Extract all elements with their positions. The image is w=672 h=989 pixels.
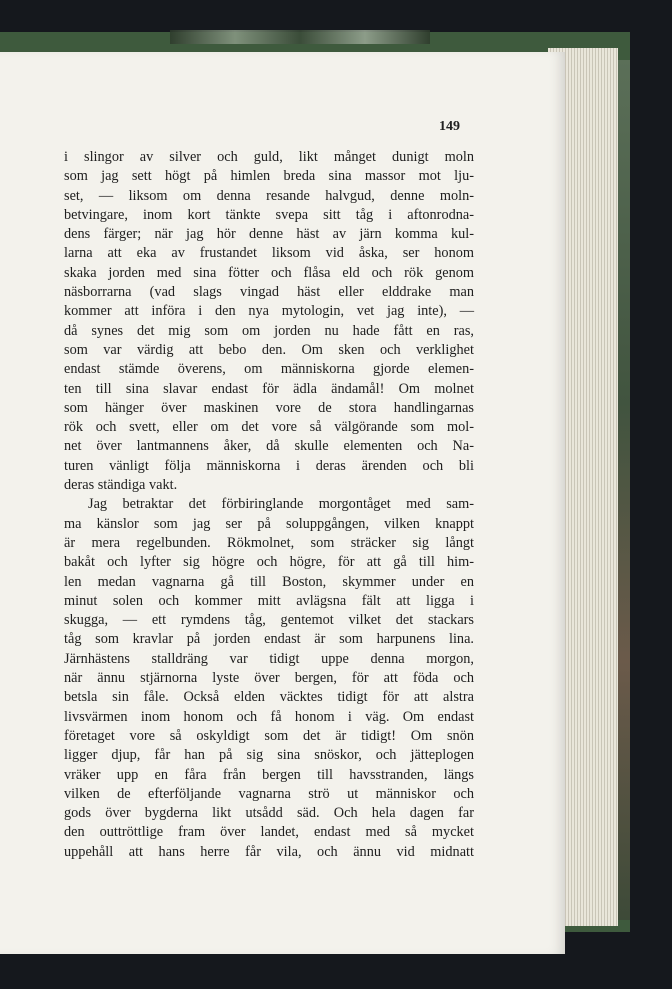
text-line: dens färger; när jag hör denne häst av järn komma kul-	[64, 226, 474, 243]
text-line: betsla sin fåle. Också elden väcktes tidigt för att alstra	[64, 689, 474, 706]
text-line: när ännu stjärnorna lyste över bergen, för att föda och	[64, 670, 474, 687]
text-line: set, — liksom om denna resande halvgud, denne moln-	[64, 187, 474, 204]
text-line: vräker upp en fåra från bergen till havsstranden, längs	[64, 766, 474, 783]
text-line: som jag sett högt på himlen breda sina massor mot lju-	[64, 168, 474, 185]
page-number: 149	[439, 119, 460, 134]
page-text-body	[64, 148, 474, 862]
text-line: larna att eka av frustandet liksom vid åska, ser honom	[64, 245, 474, 262]
text-line: betvingare, inom kort tänkte svepa sitt tåg i aftonrodna-	[64, 206, 474, 223]
text-line: net över lantmannens åker, då skulle elementen och Na-	[64, 438, 474, 455]
text-line: som var värdig att bebo den. Om sken och verklighet	[64, 341, 474, 358]
text-line: kommer att införa i den nya mytologin, vet jag inte), —	[64, 303, 474, 320]
text-line: minut solen och kommer mitt avlägsna fält att ligga i	[64, 592, 474, 609]
text-line: näsborrarna (vad slags vingad häst eller elddrake man	[64, 284, 474, 301]
text-line: rök och svett, eller om det vore så välgörande som mol-	[64, 419, 474, 436]
text-line: företaget vore så oskyldigt som det är tidigt! Om snön	[64, 727, 474, 744]
text-line: den outtröttlige fram över landet, endast med så mycket	[64, 824, 474, 841]
text-line: skugga, — ett rymdens tåg, gentemot vilket det stackars	[64, 612, 474, 629]
text-line: Jag betraktar det förbiringlande morgontåget med sam-	[88, 496, 474, 513]
text-line: då synes det mig som om jorden nu hade fått en ras,	[64, 322, 474, 339]
text-line: tåg som kravlar på jorden endast är som harpunens lina.	[64, 631, 474, 648]
text-line: uppehåll att hans herre får vila, och ännu vid midnatt	[64, 843, 474, 860]
text-line: ma känslor som jag ser på soluppgången, vilken knappt	[64, 515, 474, 532]
text-line: gods över bygderna likt utsådd säd. Och hela dagen far	[64, 805, 474, 822]
text-line: vilken de efterföljande vagnarna strö ut människor och	[64, 785, 474, 802]
text-line: ten till sina slavar endast för ädla ändamål! Om molnet	[64, 380, 474, 397]
text-line: är mera regelbunden. Rökmolnet, som sträcker sig långt	[64, 534, 474, 551]
text-line: endast stämde överens, om människorna gjorde elemen-	[64, 361, 474, 378]
text-line: deras ständiga vakt.	[64, 477, 178, 494]
cover-top-edge	[170, 30, 430, 44]
text-line: som hänger över maskinen vore de stora handlingarnas	[64, 399, 474, 416]
text-line: skaka jorden med sina fötter och flåsa eld och rök genom	[64, 264, 474, 281]
text-line: ligger djup, får han på sig sina snöskor, och jätteplogen	[64, 747, 474, 764]
text-line: turen vänligt följa människorna i deras ärenden och bli	[64, 457, 474, 474]
text-line: len medan vagnarna gå till Boston, skymmer under en	[64, 573, 474, 590]
text-line: Järnhästens stalldräng var tidigt uppe denna morgon,	[64, 650, 474, 667]
text-line: livsvärmen inom honom och få honom i väg. Om endast	[64, 708, 474, 725]
book-page	[0, 52, 565, 954]
text-line: bakåt och lyfter sig högre och högre, för att gå till him-	[64, 554, 474, 571]
text-line: i slingor av silver och guld, likt månget dunigt moln	[64, 149, 474, 165]
